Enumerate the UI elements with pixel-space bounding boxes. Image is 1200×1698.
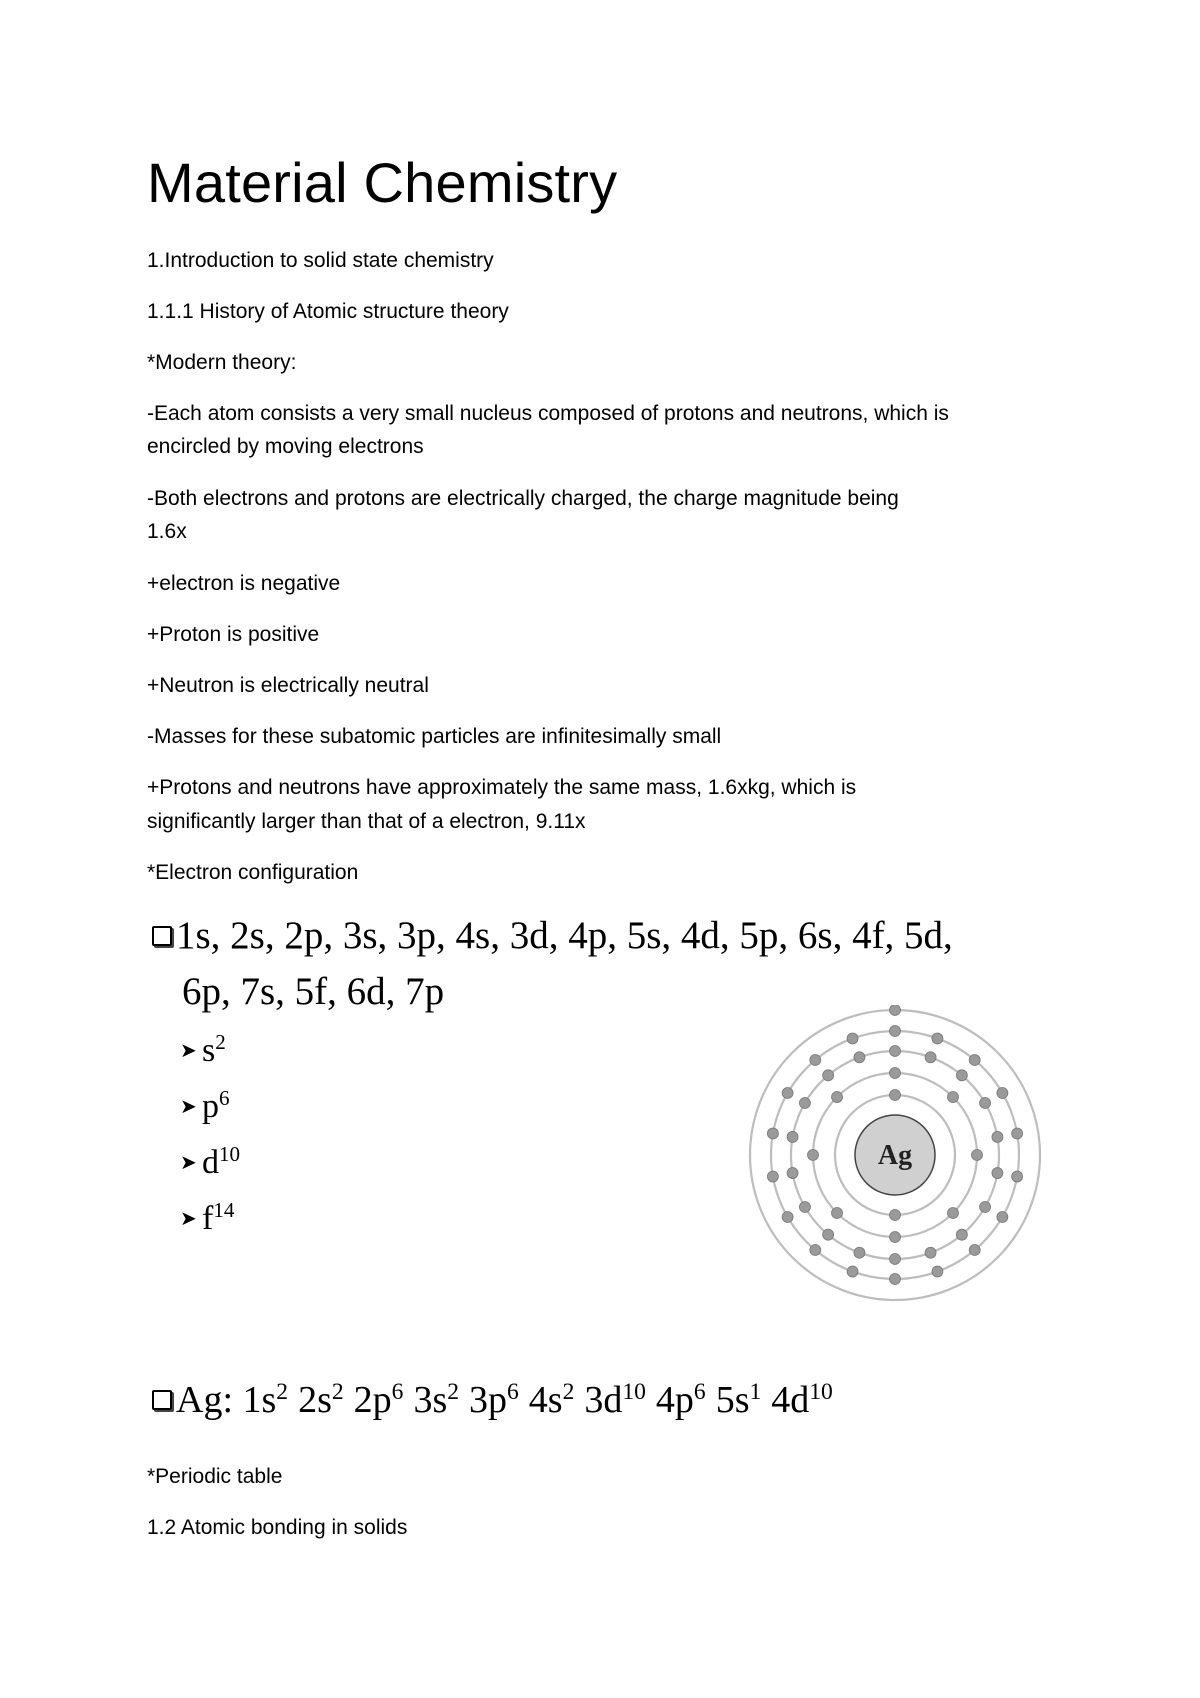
electron <box>932 1033 943 1044</box>
subsection-heading: 1.1.1 History of Atomic structure theory <box>147 300 509 323</box>
electron <box>890 1232 901 1243</box>
checkbox-bullet-icon <box>152 1390 172 1410</box>
electron <box>890 1046 901 1057</box>
electron <box>890 1005 901 1016</box>
electron <box>932 1266 943 1277</box>
list-item: +electron is negative <box>147 572 341 595</box>
configuration-term <box>243 1379 289 1421</box>
configuration-term <box>771 1379 833 1421</box>
orbital-name: 1s <box>242 1379 277 1421</box>
subshell-letter: d <box>202 1144 219 1181</box>
electron-count: 10 <box>809 1379 833 1406</box>
orbital-order-line <box>152 911 953 961</box>
configuration-term <box>298 1379 344 1421</box>
orbital-name: 3s <box>413 1379 448 1421</box>
subshell-letter: s <box>202 1032 216 1069</box>
section-heading: 1.Introduction to solid state chemistry <box>147 249 494 272</box>
subshell-letter: f <box>202 1200 214 1237</box>
electron <box>823 1229 834 1240</box>
subshell-item <box>180 1143 240 1186</box>
subshell-max: 10 <box>219 1142 241 1167</box>
topic-heading: *Electron configuration <box>147 861 359 884</box>
nucleus-label: Ag <box>877 1140 913 1171</box>
electron-count: 2 <box>331 1379 344 1406</box>
electron <box>925 1247 936 1258</box>
configuration-term <box>354 1379 404 1421</box>
electron <box>787 1131 798 1142</box>
configuration-term <box>529 1379 575 1421</box>
electron <box>823 1070 834 1081</box>
electron <box>810 1244 821 1255</box>
electron-count: 6 <box>391 1379 404 1406</box>
electron <box>808 1150 819 1161</box>
paragraph-line: 1.6x <box>147 520 187 543</box>
list-item: +Proton is positive <box>147 623 320 646</box>
section-heading: 1.2 Atomic bonding in solids <box>147 1516 408 1539</box>
checkbox-bullet-icon <box>152 926 172 946</box>
orbital-name: 4p <box>655 1379 694 1421</box>
topic-heading: *Periodic table <box>147 1465 283 1488</box>
list-item: +Neutron is electrically neutral <box>147 674 429 697</box>
configuration-term <box>716 1379 762 1421</box>
electron-count: 2 <box>447 1379 460 1406</box>
electron <box>847 1266 858 1277</box>
arrow-bullet-icon: ➤ <box>180 1208 197 1230</box>
subshell-max: 6 <box>219 1086 230 1111</box>
paragraph-line: significantly larger than that of a electron, 9.11x <box>147 810 586 833</box>
electron-count: 10 <box>622 1379 646 1406</box>
electron <box>854 1247 865 1258</box>
configuration-term <box>656 1379 706 1421</box>
paragraph-line: +Protons and neutrons have approximately the same mass, 1.6xkg, which is <box>147 776 857 799</box>
orbital-order-line-continued: 6p, 7s, 5f, 6d, 7p <box>182 970 445 1013</box>
electron <box>956 1229 967 1240</box>
orbital-name: 3d <box>584 1379 623 1421</box>
configuration-term <box>413 1379 459 1421</box>
electron <box>767 1128 778 1139</box>
electron <box>810 1055 821 1066</box>
paragraph-line: -Both electrons and protons are electrically charged, the charge magnitude being <box>147 487 899 510</box>
orbital-name: 2s <box>298 1379 332 1421</box>
electron <box>1012 1171 1023 1182</box>
configuration-prefix: Ag: <box>176 1379 233 1421</box>
subshell-item <box>180 1199 234 1242</box>
electron-count: 2 <box>276 1379 289 1406</box>
electron <box>787 1168 798 1179</box>
electron-count: 2 <box>562 1379 575 1406</box>
arrow-bullet-icon: ➤ <box>180 1096 197 1118</box>
electron <box>799 1202 810 1213</box>
orbital-order-text: 1s, 2s, 2p, 3s, 3p, 4s, 3d, 4p, 5s, 4d, 5p, 6s, 4f, 5d, <box>176 914 953 957</box>
topic-heading: *Modern theory: <box>147 351 297 374</box>
paragraph-line: encircled by moving electrons <box>147 435 424 458</box>
electron <box>969 1055 980 1066</box>
electron <box>799 1098 810 1109</box>
configuration-term <box>469 1379 519 1421</box>
electron <box>890 1090 901 1101</box>
electron <box>947 1207 958 1218</box>
configuration-term <box>584 1379 646 1421</box>
electron <box>890 1068 901 1079</box>
electron <box>969 1244 980 1255</box>
electron <box>832 1207 843 1218</box>
electron <box>925 1052 936 1063</box>
orbital-name: 5s <box>715 1379 750 1421</box>
electron <box>782 1088 793 1099</box>
electron <box>782 1212 793 1223</box>
page-title: Material Chemistry <box>147 151 618 214</box>
electron-count: 6 <box>507 1379 519 1406</box>
paragraph-line: -Each atom consists a very small nucleus composed of protons and neutrons, which is <box>147 402 949 425</box>
orbital-name: 2p <box>353 1379 392 1421</box>
electron <box>890 1274 901 1285</box>
electron <box>997 1088 1008 1099</box>
arrow-bullet-icon: ➤ <box>180 1040 197 1062</box>
arrow-bullet-icon: ➤ <box>180 1152 197 1174</box>
subshell-max: 2 <box>215 1030 226 1055</box>
electron <box>956 1070 967 1081</box>
subshell-item <box>180 1087 230 1130</box>
orbital-name: 4s <box>528 1379 563 1421</box>
electron <box>854 1052 865 1063</box>
electron <box>832 1092 843 1103</box>
electron-count: 6 <box>693 1379 706 1406</box>
electron <box>972 1150 983 1161</box>
subshell-item <box>180 1031 226 1074</box>
paragraph-line: -Masses for these subatomic particles are infinitesimally small <box>147 725 722 748</box>
electron <box>890 1254 901 1265</box>
electron <box>1012 1128 1023 1139</box>
electron <box>767 1171 778 1182</box>
orbital-name: 3p <box>469 1379 508 1421</box>
silver-atom-diagram <box>745 1005 1045 1305</box>
electron <box>992 1168 1003 1179</box>
electron <box>890 1210 901 1221</box>
subshell-letter: p <box>202 1088 219 1125</box>
electron <box>992 1131 1003 1142</box>
silver-configuration <box>152 1375 843 1430</box>
electron <box>980 1202 991 1213</box>
electron <box>980 1098 991 1109</box>
subshell-max: 14 <box>213 1198 235 1223</box>
electron <box>997 1212 1008 1223</box>
configuration-terms <box>243 1379 843 1421</box>
electron <box>847 1033 858 1044</box>
orbital-name: 4d <box>771 1379 810 1421</box>
electron <box>947 1092 958 1103</box>
electron <box>890 1026 901 1037</box>
electron-count: 1 <box>749 1379 762 1406</box>
